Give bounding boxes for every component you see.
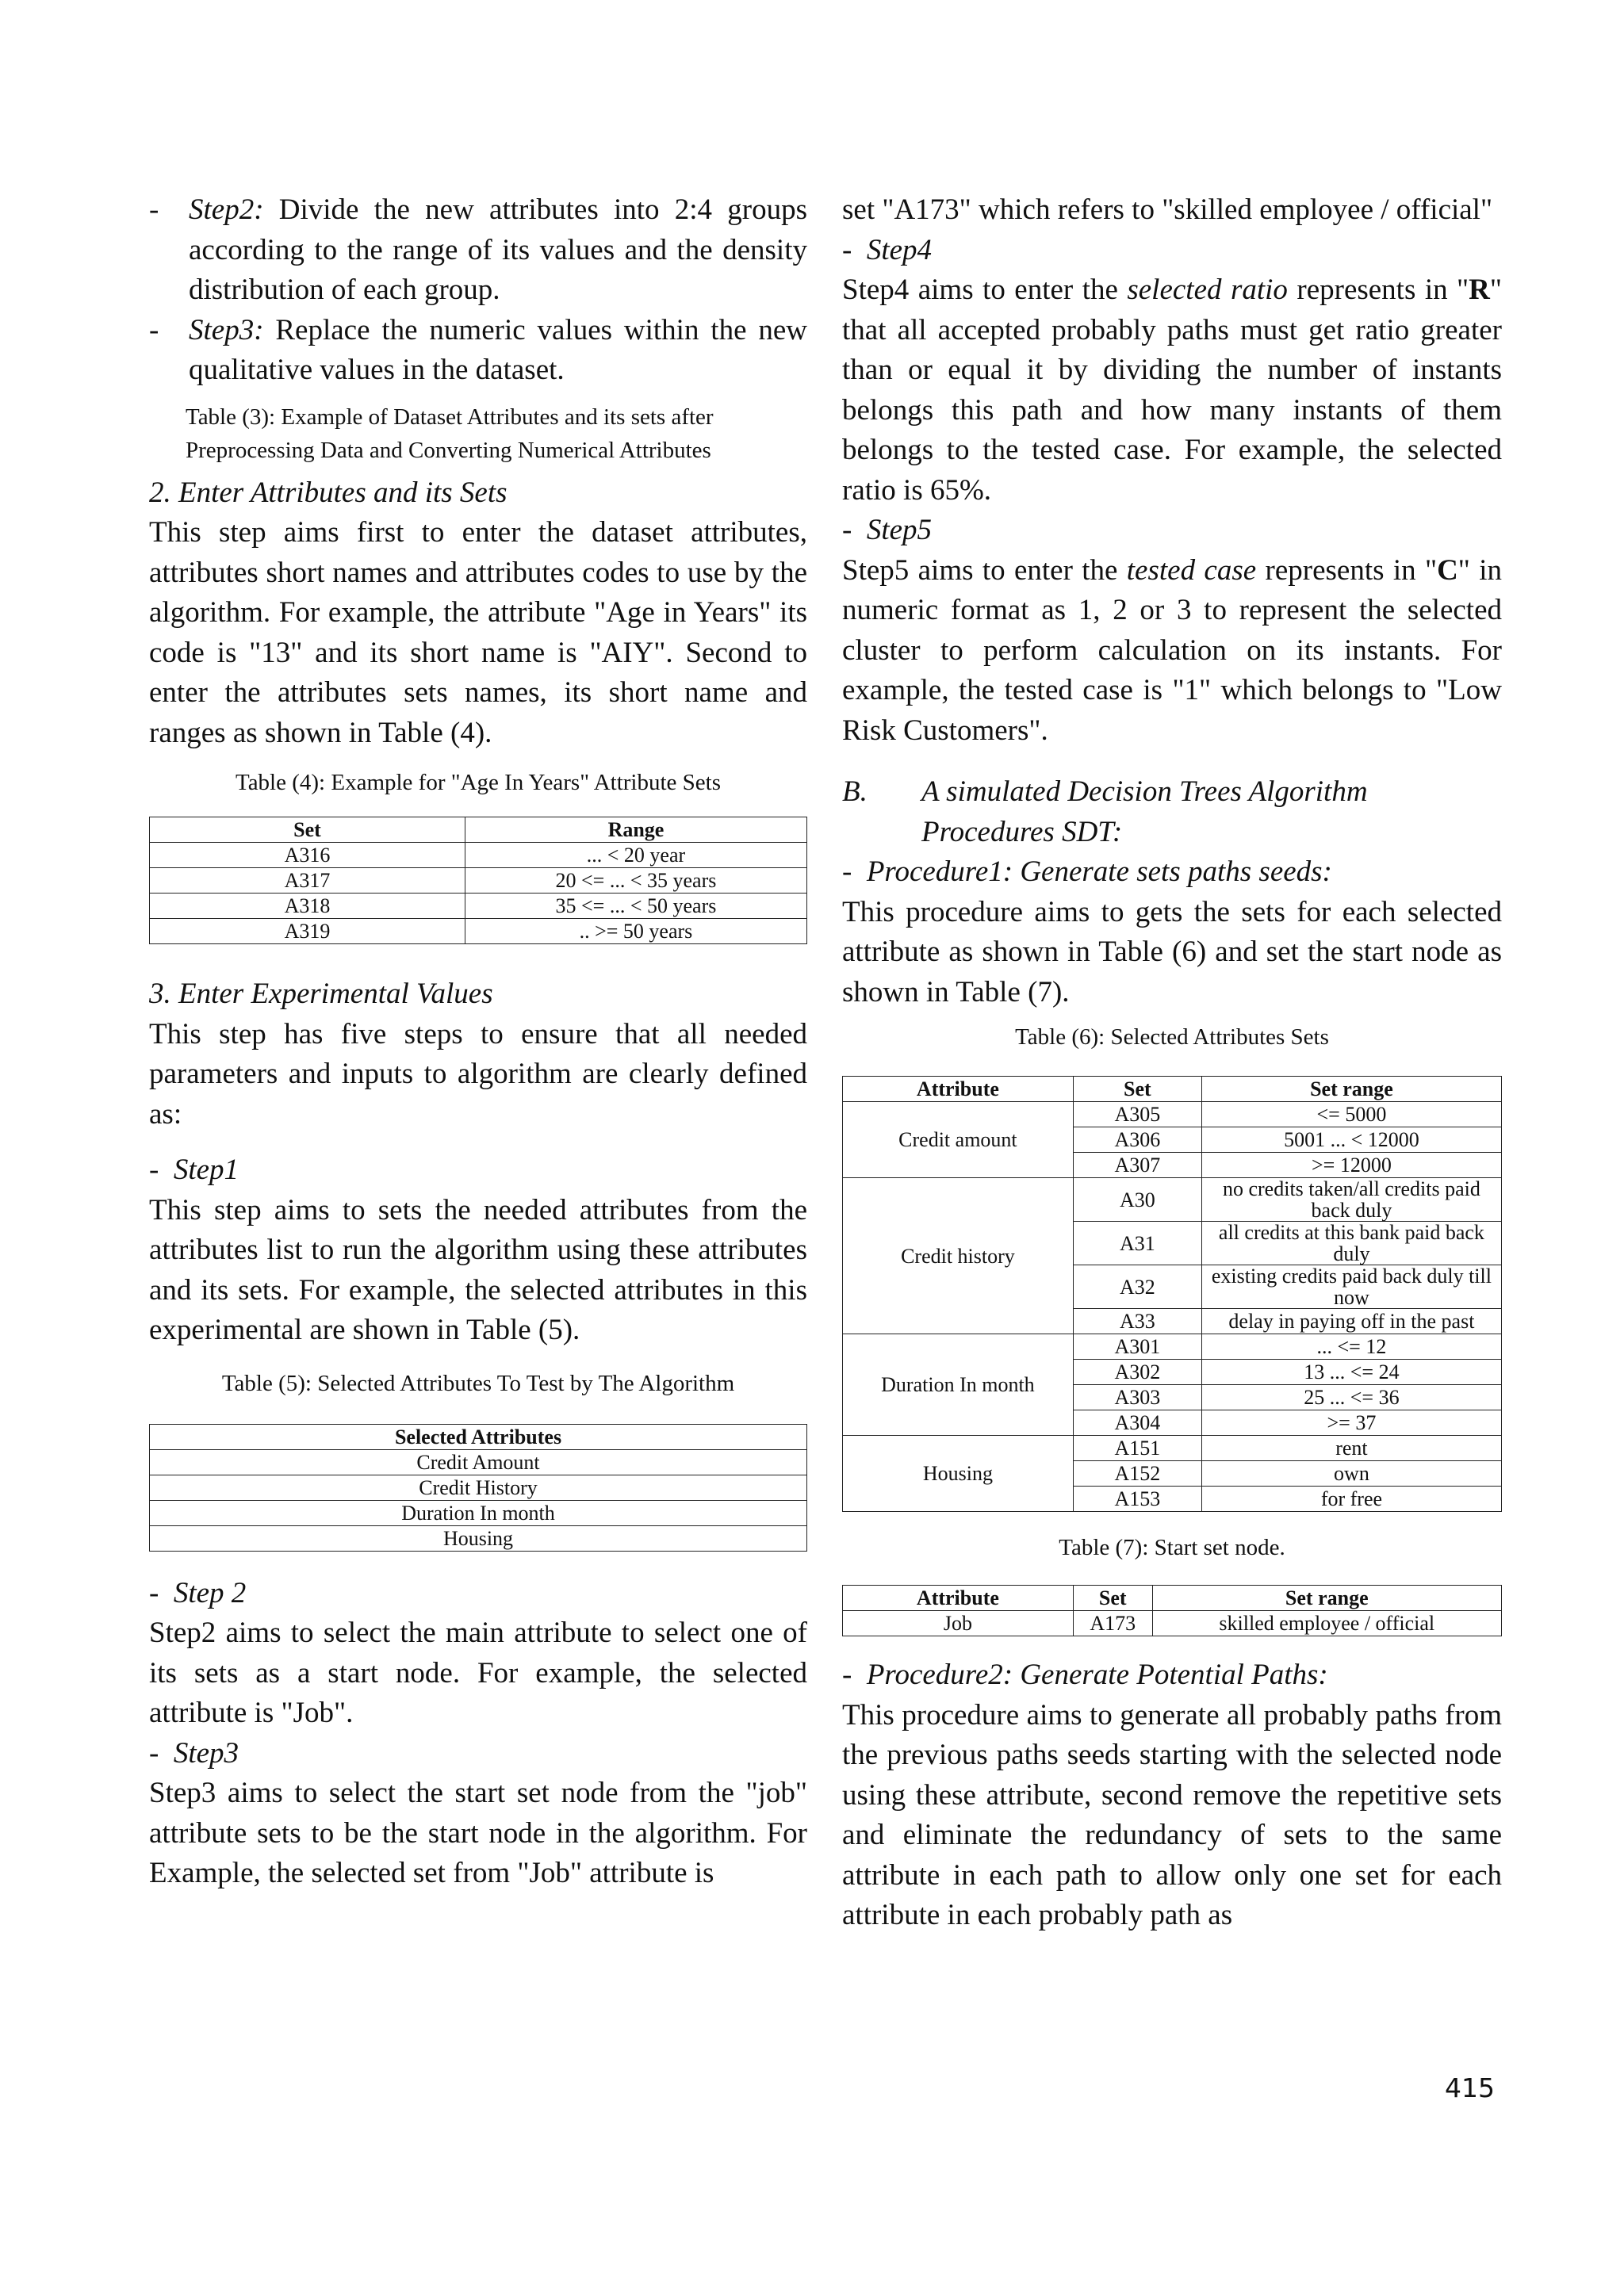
table-cell: rent: [1201, 1436, 1501, 1461]
table-cell: A32: [1073, 1265, 1201, 1309]
table-cell: A151: [1073, 1436, 1201, 1461]
step2b-heading: Step 2: [173, 1576, 247, 1609]
step4-heading: Step4: [866, 233, 933, 266]
table-cell: A316: [150, 843, 465, 868]
table-cell: ... <= 12: [1201, 1334, 1501, 1360]
selected-ratio-term: selected ratio: [1127, 274, 1288, 306]
step5-text: [842, 551, 1502, 752]
table4: [149, 817, 807, 944]
table4-header-range: Range: [465, 817, 806, 843]
table-cell: skilled employee / official: [1152, 1611, 1501, 1636]
sectionB-heading: [842, 772, 1502, 852]
table-row: [843, 1611, 1502, 1636]
proc1-heading-line: - Procedure1: Generate sets paths seeds:: [842, 855, 1332, 888]
c-symbol: C: [1437, 553, 1458, 587]
table-cell: <= 5000: [1201, 1102, 1501, 1127]
step3-text: Replace the numeric values within the new qualitative values in the dataset.: [189, 313, 807, 386]
table-cell-attribute: Duration In month: [843, 1334, 1074, 1436]
step2-text: Divide the new attributes into 2:4 groups according to the range of its values and the density distribution of each group.: [189, 193, 807, 306]
step4-text-pre: Step4 aims to enter the: [842, 274, 1128, 306]
r-symbol: R: [1469, 274, 1490, 306]
table-cell: A304: [1073, 1410, 1201, 1436]
step5-text-post: " in numeric format as 1, 2 or 3 to represent the selected cluster to perform calculation on its instants. For example, the tested case is "1" which belongs to "Low Risk Customers".: [842, 553, 1503, 747]
table-cell: A33: [1073, 1309, 1201, 1334]
table-row: [843, 1102, 1502, 1127]
table-row: [843, 1178, 1502, 1222]
step3-label: Step3:: [189, 313, 264, 346]
table-cell: A301: [1073, 1334, 1201, 1360]
table-cell: A317: [150, 868, 465, 894]
proc2-text: This procedure aims to generate all probably paths from the previous paths seeds starting with the selected node using these attribute, second remove the repetitive sets and eliminate the redundancy of sets to the same attribute in each path to allow only one set for each attribute in each probably path as: [842, 1698, 1502, 1931]
table-cell: 5001 ... < 12000: [1201, 1127, 1501, 1153]
table-cell: 35 <= ... < 50 years: [465, 894, 806, 919]
table-row: [150, 919, 807, 944]
tested-case-term: tested case: [1126, 553, 1257, 587]
step3b-text: Step3 aims to select the start set node from the "job" attribute sets to be the start node in the algorithm. For Example, the selected set from "Job" attribute is: [149, 1777, 807, 1889]
table7-caption: Table (7): Start set node.: [1059, 1535, 1285, 1560]
table-cell: own: [1201, 1461, 1501, 1487]
right-column: [842, 190, 1502, 1936]
step5-text-pre: Step5 aims to enter the: [842, 553, 1127, 587]
table-cell-attribute: Credit amount: [843, 1102, 1074, 1178]
section2-heading: 2. Enter Attributes and its Sets: [149, 476, 508, 509]
table7-header-range: Set range: [1152, 1586, 1501, 1611]
sectionB-letter: B.: [842, 775, 868, 808]
table-row: [150, 1500, 807, 1525]
step4-text-post: " that all accepted probably paths must get ratio greater than or equal it by dividing the number of instants belongs this path and how many instants of them belongs to the tested case. For example, the selected ratio is 65%.: [842, 274, 1502, 507]
table-row: [150, 843, 807, 868]
continued-text: set "A173" which refers to "skilled employee / official": [842, 193, 1493, 226]
step5-heading-line: - Step5: [842, 514, 933, 546]
table-cell: Housing: [150, 1525, 807, 1551]
table4-header-set: Set: [150, 817, 465, 843]
proc1-text: This procedure aims to gets the sets for each selected attribute as shown in Table (6) and set the start node as shown in Table (7).: [842, 895, 1502, 1008]
table-cell: A319: [150, 919, 465, 944]
table-cell: A153: [1073, 1487, 1201, 1512]
step4-text-mid: represents in ": [1287, 274, 1469, 306]
table-cell: Credit Amount: [150, 1449, 807, 1475]
table-cell: Duration In month: [150, 1500, 807, 1525]
table6: [842, 1076, 1502, 1512]
table6-header-range: Set range: [1201, 1077, 1501, 1102]
table3-caption: Table (3): Example of Dataset Attributes and its sets after Preprocessing Data and Converting Numerical Attributes: [186, 404, 714, 463]
step1-heading-line: - Step1: [149, 1154, 239, 1186]
table-cell: .. >= 50 years: [465, 919, 806, 944]
table6-header-set: Set: [1073, 1077, 1201, 1102]
sectionB-title-1: A simulated Decision Trees Algorithm: [921, 775, 1368, 808]
step3b-heading: Step3: [173, 1736, 239, 1770]
table4-caption: Table (4): Example for "Age In Years" Attribute Sets: [236, 770, 721, 795]
table-cell: A173: [1073, 1611, 1152, 1636]
table-cell: all credits at this bank paid back duly: [1201, 1222, 1501, 1265]
table-cell: A318: [150, 894, 465, 919]
page-number: 415: [1445, 2072, 1495, 2103]
table-cell: ... < 20 year: [465, 843, 806, 868]
table-row: [150, 1449, 807, 1475]
table-row: [150, 1475, 807, 1500]
table-row: [843, 1436, 1502, 1461]
table-cell: Job: [843, 1611, 1074, 1636]
step2-label: Step2:: [189, 193, 264, 226]
table-cell: Credit History: [150, 1475, 807, 1500]
table-cell: 20 <= ... < 35 years: [465, 868, 806, 894]
left-column: [149, 190, 807, 1894]
table5-caption: Table (5): Selected Attributes To Test by The Algorithm: [221, 1370, 735, 1396]
step2b-heading-line: - Step 2: [149, 1576, 247, 1609]
table7: [842, 1585, 1502, 1636]
table-cell: existing credits paid back duly till now: [1201, 1265, 1501, 1309]
table-cell: A31: [1073, 1222, 1201, 1265]
proc2-heading: Procedure2: Generate Potential Paths:: [866, 1659, 1328, 1691]
table-cell: A30: [1073, 1178, 1201, 1222]
table-cell: A303: [1073, 1385, 1201, 1410]
section2-text: This step aims first to enter the dataset attributes, attributes short names and attributes codes to use by the algorithm. For example, the attribute "Age in Years" its code is "13" and its short name is "AIY". Second to enter the attributes sets names, its short name and ranges as shown in Table (4).: [149, 516, 807, 749]
step5-text-mid: represents in ": [1256, 553, 1438, 587]
table-cell: A306: [1073, 1127, 1201, 1153]
step1-heading: Step1: [173, 1154, 239, 1186]
table-cell: A307: [1073, 1153, 1201, 1178]
table7-header-set: Set: [1073, 1586, 1152, 1611]
step5-heading: Step5: [866, 514, 933, 546]
step4-heading-line: - Step4: [842, 233, 933, 266]
step2b-text: Step2 aims to select the main attribute to select one of its sets as a start node. For example, the selected attribute is "Job".: [149, 1617, 807, 1729]
table-row: [150, 868, 807, 894]
table-cell-attribute: Credit history: [843, 1178, 1074, 1334]
table5-header: Selected Attributes: [150, 1424, 807, 1449]
proc2-heading-line: - Procedure2: Generate Potential Paths:: [842, 1659, 1328, 1691]
step4-text: [842, 270, 1502, 511]
table-cell: delay in paying off in the past: [1201, 1309, 1501, 1334]
table7-header-attribute: Attribute: [843, 1586, 1074, 1611]
table-cell: A302: [1073, 1360, 1201, 1385]
table-cell: no credits taken/all credits paid back duly: [1201, 1178, 1501, 1222]
table-cell-attribute: Housing: [843, 1436, 1074, 1512]
table-cell: >= 12000: [1201, 1153, 1501, 1178]
table-cell: 25 ... <= 36: [1201, 1385, 1501, 1410]
sectionB-title-2: Procedures SDT:: [921, 815, 1123, 848]
table6-header-attribute: Attribute: [843, 1077, 1074, 1102]
table-row: [843, 1334, 1502, 1360]
table-cell: A152: [1073, 1461, 1201, 1487]
table-cell: for free: [1201, 1487, 1501, 1512]
table-cell: 13 ... <= 24: [1201, 1360, 1501, 1385]
section3-text: This step has five steps to ensure that all needed parameters and inputs to algorithm are clearly defined as:: [149, 1017, 807, 1131]
section3-heading: 3. Enter Experimental Values: [149, 978, 493, 1010]
table6-caption: Table (6): Selected Attributes Sets: [1015, 1024, 1329, 1050]
table-row: [150, 1525, 807, 1551]
step1-text: This step aims to sets the needed attributes from the attributes list to run the algorithm using these attributes and its sets. For example, the selected attributes in this experimental are shown in Table (5).: [149, 1193, 807, 1346]
table5: [149, 1424, 807, 1552]
proc1-heading: Procedure1: Generate sets paths seeds:: [866, 855, 1332, 888]
step3b-heading-line: - Step3: [149, 1736, 239, 1770]
step3-item: - Step3: Replace the numeric values within the new qualitative values in the dataset.: [149, 313, 807, 386]
table-cell: A305: [1073, 1102, 1201, 1127]
step2-item: - Step2: Divide the new attributes into 2:4 groups according to the range of its values and the density distribution of each group.: [149, 193, 807, 306]
table-row: [150, 894, 807, 919]
table-cell: >= 37: [1201, 1410, 1501, 1436]
